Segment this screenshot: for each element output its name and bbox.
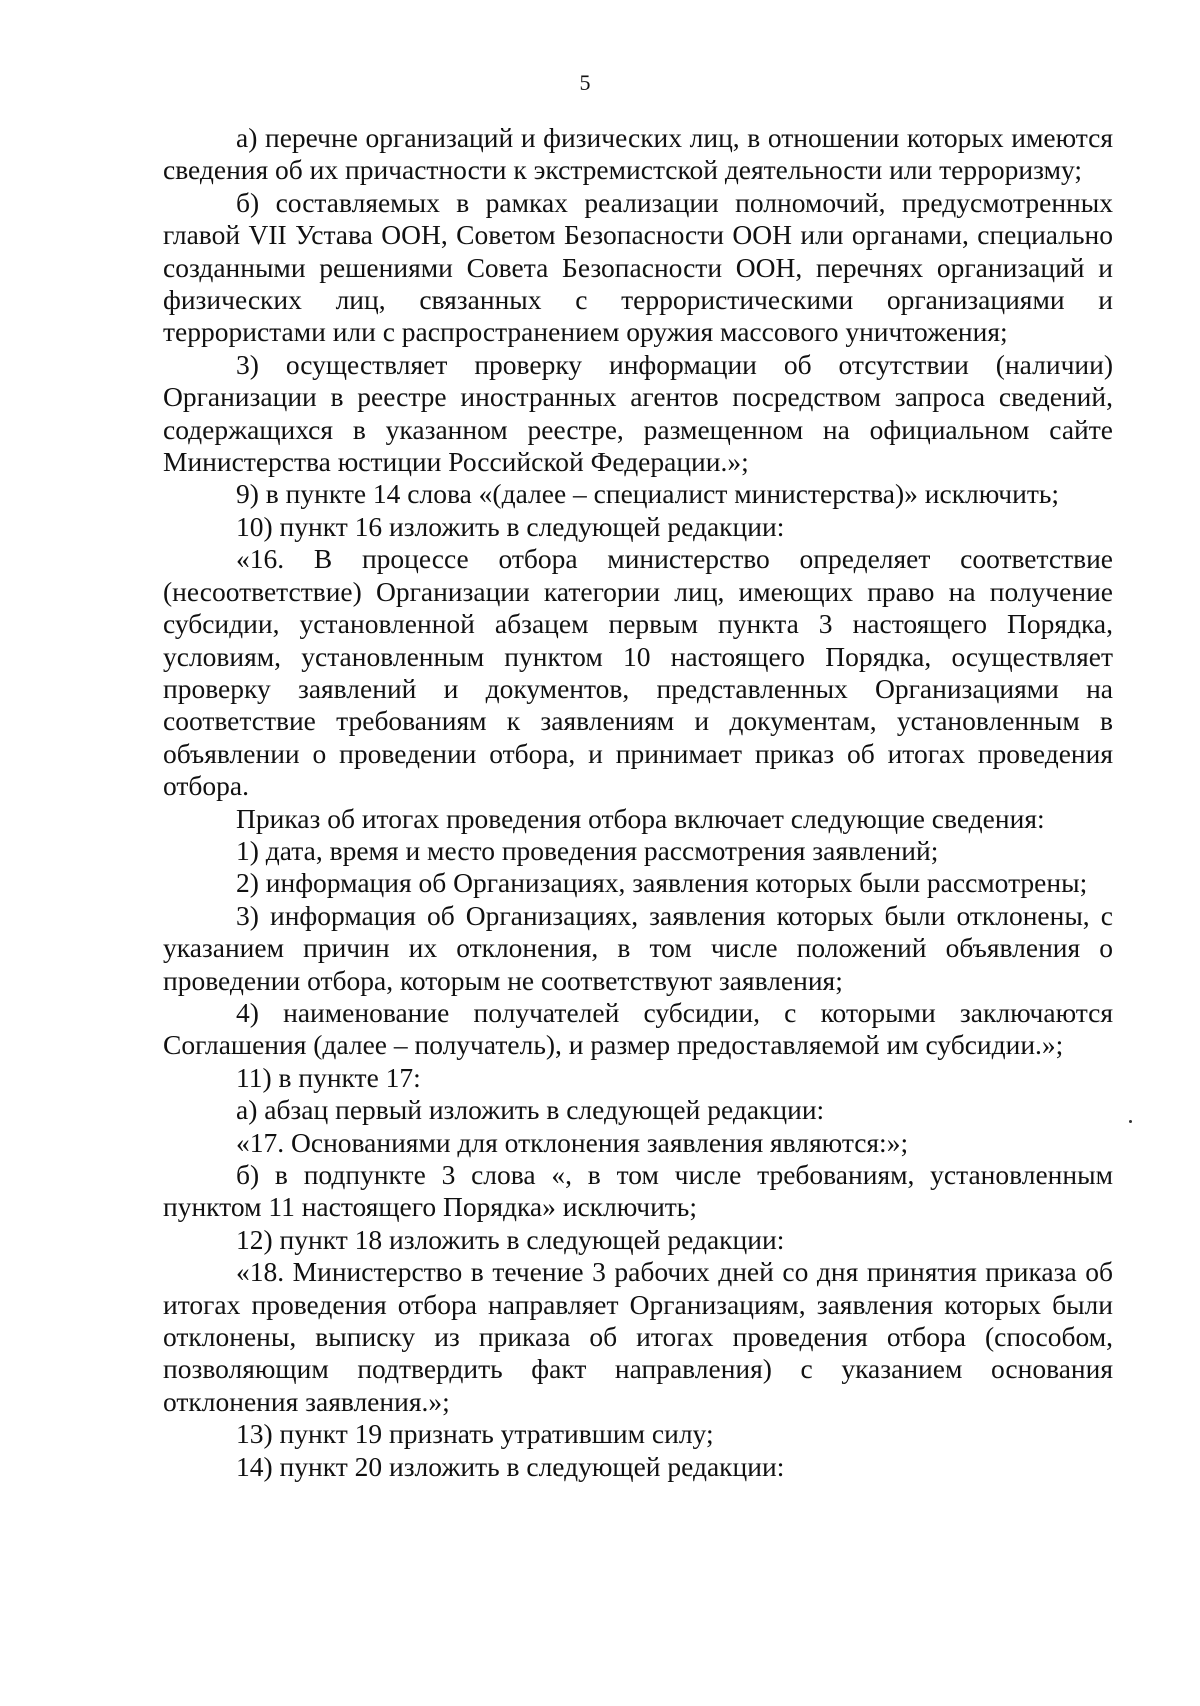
scan-speck (1129, 1120, 1132, 1123)
paragraph-b-subpoint-3: б) в подпункте 3 слова «, в том числе требованиям, установленным пунктом 11 настоящего Порядка» исключить; (163, 1159, 1113, 1223)
paragraph-12-point-18: 12) пункт 18 изложить в следующей редакции: (236, 1223, 785, 1255)
page-number: 5 (579, 70, 591, 95)
paragraph-order-contents: Приказ об итогах проведения отбора включает следующие сведения: (236, 802, 1045, 834)
paragraph-order-item-4: 4) наименование получателей субсидии, с которыми заключаются Соглашения (далее – получатель), и размер предоставляемой им субсидии.»; (163, 996, 1113, 1061)
paragraph-3-foreign-agents-check: 3) осуществляет проверку информации об отсутствии (наличии) Организации в реестре иностранных агентов посредством запроса сведений, содержащихся в указанном реестре, размещенном на официальном сайте Министерства юстиции Российской Федерации.»; (163, 348, 1113, 478)
document-body (163, 122, 1113, 1483)
paragraph-point-18-text: «18. Министерство в течение 3 рабочих дней со дня принятия приказа об итогах проведения отбора направляет Организациям, заявления которых были отклонены, выписку из приказа об итогах проведения отбора (способом, позволяющим подтвердить факт направления) с указанием основания отклонения заявления.»; (163, 1256, 1113, 1417)
paragraph-11-point-17: 11) в пункте 17: (236, 1061, 421, 1093)
paragraph-order-item-3: 3) информация об Организациях, заявления которых были отклонены, с указанием причин их отклонения, в том числе положений объявления о проведении отбора, которым не соответствуют заявления; (163, 899, 1113, 996)
paragraph-9-point-14: 9) в пункте 14 слова «(далее – специалист министерства)» исключить; (236, 478, 1060, 510)
paragraph-a-first-abzac: а) абзац первый изложить в следующей редакции: (236, 1094, 825, 1126)
paragraph-order-item-2: 2) информация об Организациях, заявления которых были рассмотрены; (236, 867, 1088, 899)
paragraph-order-item-1: 1) дата, время и место проведения рассмотрения заявлений; (236, 834, 939, 866)
paragraph-point-16-text: «16. В процессе отбора министерство определяет соответствие (несоответствие) Организации категории лиц, имеющих право на получение субсидии, установленной абзацем первым пункта 3 настоящего Порядка, условиям, установленным пунктом 10 настоящего Порядка, осуществляет проверку заявлений и документов, представленных Организациями на соответствие требованиям к заявлениям и документам, установленным в объявлении о проведении отбора, и принимает приказ об итогах проведения отбора. (163, 543, 1113, 802)
paragraph-13-point-19: 13) пункт 19 признать утратившим силу; (236, 1418, 714, 1450)
paragraph-a-list-extremism: а) перечне организаций и физических лиц, в отношении которых имеются сведения об их причастности к экстремистской деятельности или терроризму; (163, 122, 1113, 186)
paragraph-10-point-16: 10) пункт 16 изложить в следующей редакции: (236, 510, 785, 542)
paragraph-b-un-lists: б) составляемых в рамках реализации полномочий, предусмотренных главой VII Устава ООН, Советом Безопасности ООН или органами, специально созданными решениями Совета Безопасности ООН, перечнях организаций и физических лиц, связанных с террористическими организациями и террористами или с распространением оружия массового уничтожения; (163, 186, 1113, 348)
paragraph-point-17-text: «17. Основаниями для отклонения заявления являются:»; (236, 1126, 909, 1158)
paragraph-14-point-20: 14) пункт 20 изложить в следующей редакции: (236, 1450, 785, 1482)
